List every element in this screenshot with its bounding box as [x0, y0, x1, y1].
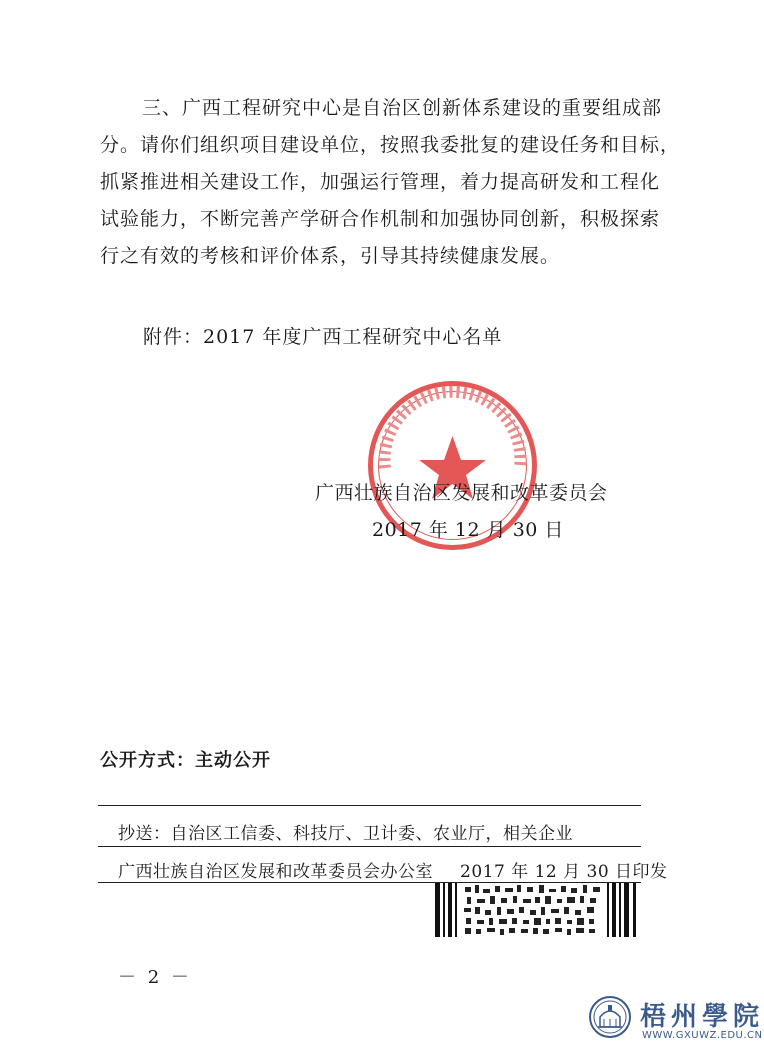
footer-top-rule: [98, 805, 641, 806]
issue-date: 2017 年 12 月 30 日: [372, 519, 564, 541]
disclosure-method: 公开方式：主动公开: [100, 750, 271, 771]
cc-recipients: 抄送：自治区工信委、科技厅、卫计委、农业厅，相关企业: [118, 824, 573, 844]
body-line: 分。请你们组织项目建设单位，按照我委批复的建设任务和目标，: [100, 134, 681, 156]
watermark-name: 梧州學院: [640, 1002, 764, 1032]
page-number: － 2 －: [118, 967, 192, 988]
watermark-url: WWW.GXUWZ.EDU.CN: [642, 1030, 763, 1041]
university-logo-icon: [588, 995, 632, 1039]
body-line: 行之有效的考核和评价体系，引导其持续健康发展。: [100, 245, 561, 267]
body-line: 三、广西工程研究中心是自治区创新体系建设的重要组成部: [142, 97, 663, 119]
attachment-note: 附件：2017 年度广西工程研究中心名单: [143, 326, 503, 348]
body-paragraph: [100, 90, 681, 275]
barcode-icon: [435, 883, 640, 937]
print-date: 2017 年 12 月 30 日印发: [460, 862, 668, 882]
issuer-name: 广西壮族自治区发展和改革委员会: [315, 482, 608, 504]
footer-middle-rule: [98, 846, 641, 847]
issuing-office: 广西壮族自治区发展和改革委员会办公室: [118, 862, 433, 882]
body-line: 试验能力，不断完善产学研合作机制和加强协同创新，积极探索: [100, 208, 661, 230]
body-line: 抓紧推进相关建设工作，加强运行管理，着力提高研发和工程化: [100, 171, 661, 193]
